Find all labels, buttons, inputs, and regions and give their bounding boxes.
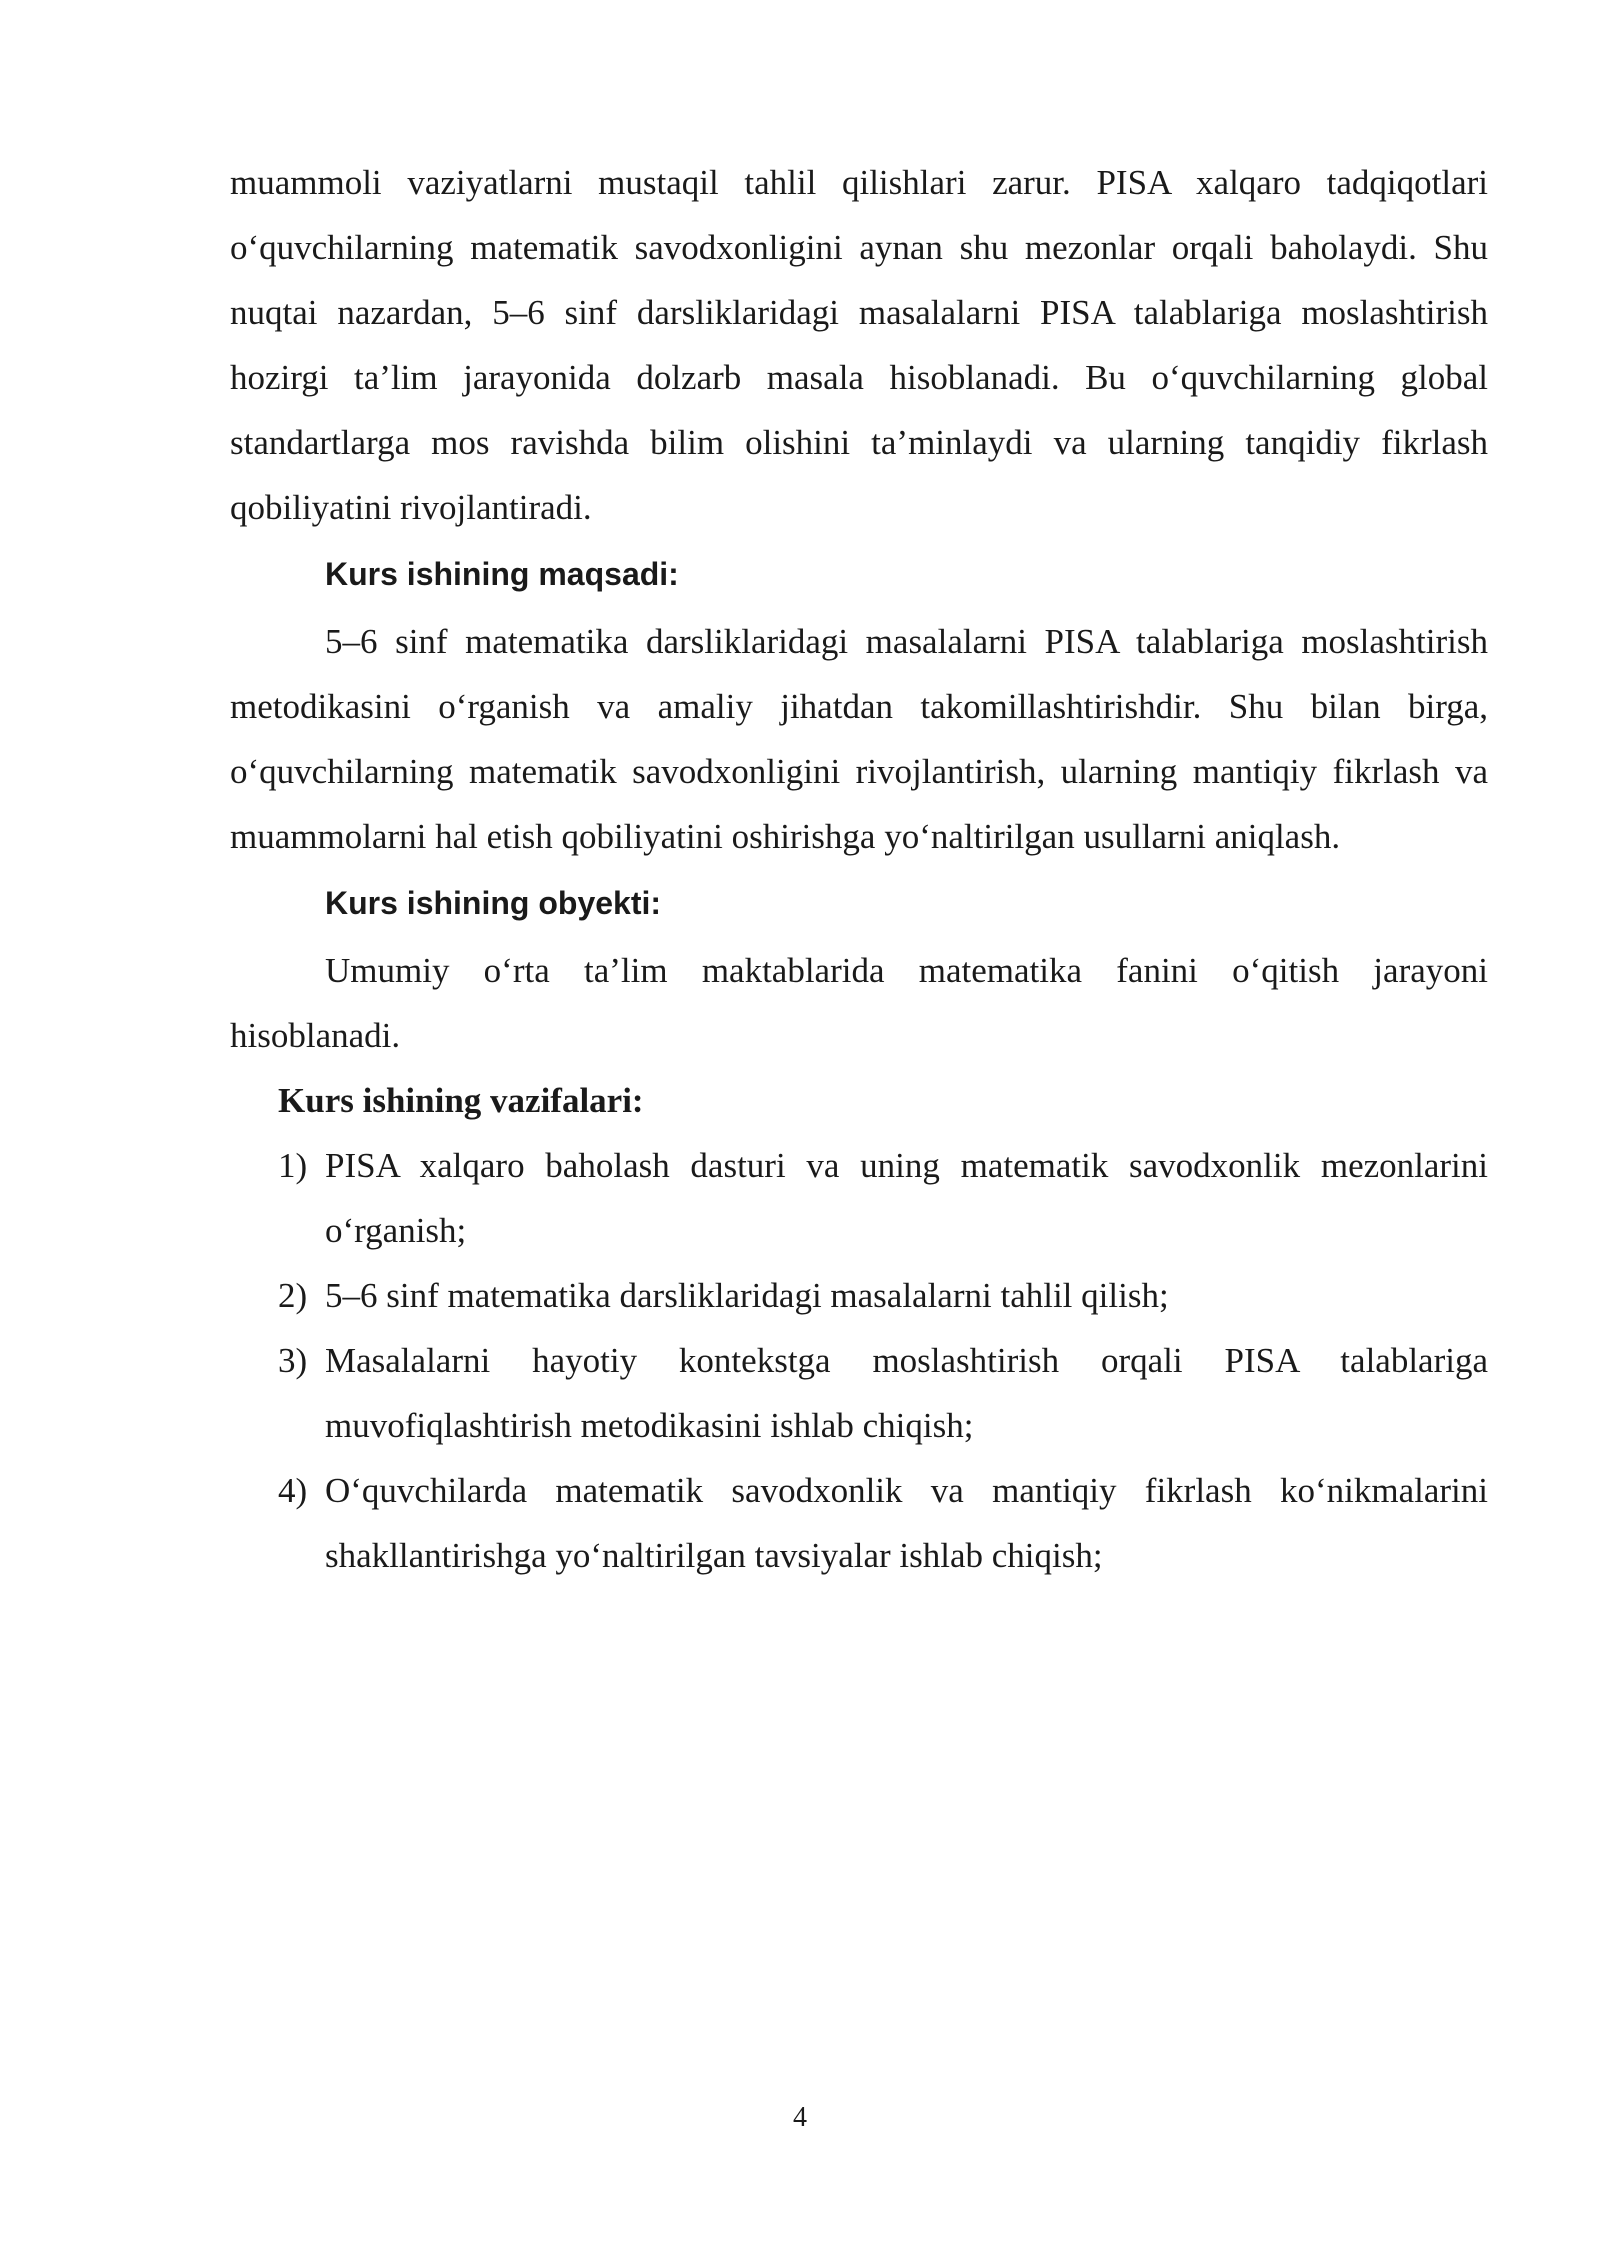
- tasks-list: [230, 1133, 1488, 1588]
- list-item-text: 5–6 sinf matematika darsliklaridagi masalalarni tahlil qilish;: [325, 1276, 1169, 1315]
- list-item-number: 2): [278, 1276, 308, 1315]
- list-item: [230, 1458, 1488, 1588]
- list-item: [230, 1133, 1488, 1263]
- object-paragraph: Umumiy o‘rta ta’lim maktablarida matematika fanini o‘qitish jarayoni hisoblanadi.: [230, 951, 1488, 1055]
- document-page: [230, 150, 1488, 1588]
- list-item-number: 4): [278, 1471, 308, 1510]
- intro-paragraph: muammoli vaziyatlarni mustaqil tahlil qilishlari zarur. PISA xalqaro tadqiqotlari o‘quvchilarning matematik savodxonligini aynan shu mezonlar orqali baholaydi. Shu nuqtai nazardan, 5–6 sinf darsliklaridagi masalalarni PISA talablariga moslashtirish hozirgi ta’lim jarayonida dolzarb masala hisoblanadi. Bu o‘quvchilarning global standartlarga mos ravishda bilim olishini ta’minlaydi va ularning tanqidiy fikrlash qobiliyatini rivojlantiradi.: [230, 163, 1488, 527]
- page-number: 4: [793, 2102, 807, 2133]
- list-item-text: PISA xalqaro baholash dasturi va uning matematik savodxonlik mezonlarini o‘rganish;: [325, 1146, 1488, 1250]
- list-item-number: 3): [278, 1341, 308, 1380]
- list-item: [230, 1328, 1488, 1458]
- list-item-text: O‘quvchilarda matematik savodxonlik va mantiqiy fikrlash ko‘nikmalarini shakllantirishga yo‘naltirilgan tavsiyalar ishlab chiqish;: [325, 1471, 1488, 1575]
- goal-paragraph: 5–6 sinf matematika darsliklaridagi masalalarni PISA talablariga moslashtirish metodikasini o‘rganish va amaliy jihatdan takomillashtirishdir. Shu bilan birga, o‘quvchilarning matematik savodxonligini rivojlantirish, ularning mantiqiy fikrlash va muammolarni hal etish qobiliyatini oshirishga yo‘naltirilgan usullarni aniqlash.: [230, 622, 1488, 856]
- list-item-number: 1): [278, 1146, 308, 1185]
- goal-heading: Kurs ishining maqsadi:: [325, 556, 679, 592]
- list-item-text: Masalalarni hayotiy kontekstga moslashtirish orqali PISA talablariga muvofiqlashtirish metodikasini ishlab chiqish;: [325, 1341, 1488, 1445]
- tasks-heading: Kurs ishining vazifalari:: [278, 1081, 644, 1120]
- object-heading: Kurs ishining obyekti:: [325, 885, 662, 921]
- list-item: [230, 1263, 1488, 1328]
